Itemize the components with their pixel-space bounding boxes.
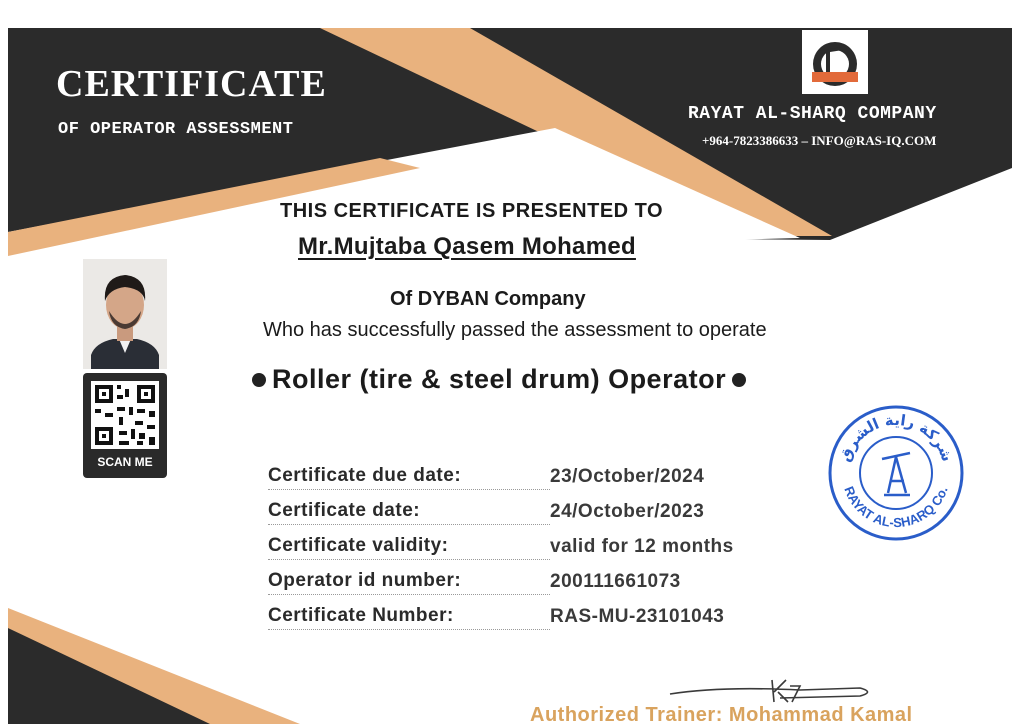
certificate-subtitle: OF OPERATOR ASSESSMENT — [58, 120, 294, 139]
presented-heading: THIS CERTIFICATE IS PRESENTED TO — [280, 200, 664, 222]
operator-role: Roller (tire & steel drum) Operator — [272, 364, 727, 394]
detail-label: Certificate date: — [268, 500, 550, 525]
detail-row-validity — [268, 530, 808, 565]
detail-value: RAS-MU-23101043 — [550, 605, 725, 627]
detail-label: Certificate validity: — [268, 535, 550, 560]
certificate-details — [268, 460, 808, 635]
bullet-icon — [732, 373, 746, 387]
svg-text:RAYAT AL-SHARQ Co. — [841, 484, 950, 530]
company-logo — [802, 30, 868, 94]
detail-label: Certificate Number: — [268, 605, 550, 630]
role-line — [252, 364, 746, 395]
certificate-title: CERTIFICATE — [56, 63, 327, 105]
qr-code-icon — [91, 381, 159, 449]
operator-photo — [83, 259, 167, 369]
assessment-statement: Who has successfully passed the assessment to operate — [263, 319, 767, 341]
stamp-top-text: شركة راية الشرق — [835, 410, 957, 464]
detail-value: 24/October/2023 — [550, 500, 705, 522]
detail-row-certificate-number — [268, 600, 808, 635]
detail-label: Operator id number: — [268, 570, 550, 595]
detail-row-operator-id — [268, 565, 808, 600]
recipient-name: Mr.Mujtaba Qasem Mohamed — [298, 233, 636, 260]
company-stamp — [826, 403, 966, 543]
oil-derrick-icon — [882, 453, 910, 495]
recipient-company: Of DYBAN Company — [390, 288, 586, 310]
detail-row-date — [268, 495, 808, 530]
qr-code-card[interactable] — [83, 373, 167, 478]
detail-value: 200111661073 — [550, 570, 681, 592]
stamp-bottom-text: RAYAT AL-SHARQ Co. — [841, 484, 951, 531]
authorized-trainer: Authorized Trainer: Mohammad Kamal — [530, 704, 913, 726]
detail-value: valid for 12 months — [550, 535, 734, 557]
company-name: RAYAT AL-SHARQ COMPANY — [688, 104, 937, 124]
company-contact: +964-7823386633 – INFO@RAS-IQ.COM — [702, 133, 937, 148]
detail-row-due-date — [268, 460, 808, 495]
bullet-icon — [252, 373, 266, 387]
detail-label: Certificate due date: — [268, 465, 550, 490]
qr-scan-label: SCAN ME — [97, 455, 153, 469]
detail-value: 23/October/2024 — [550, 465, 705, 487]
